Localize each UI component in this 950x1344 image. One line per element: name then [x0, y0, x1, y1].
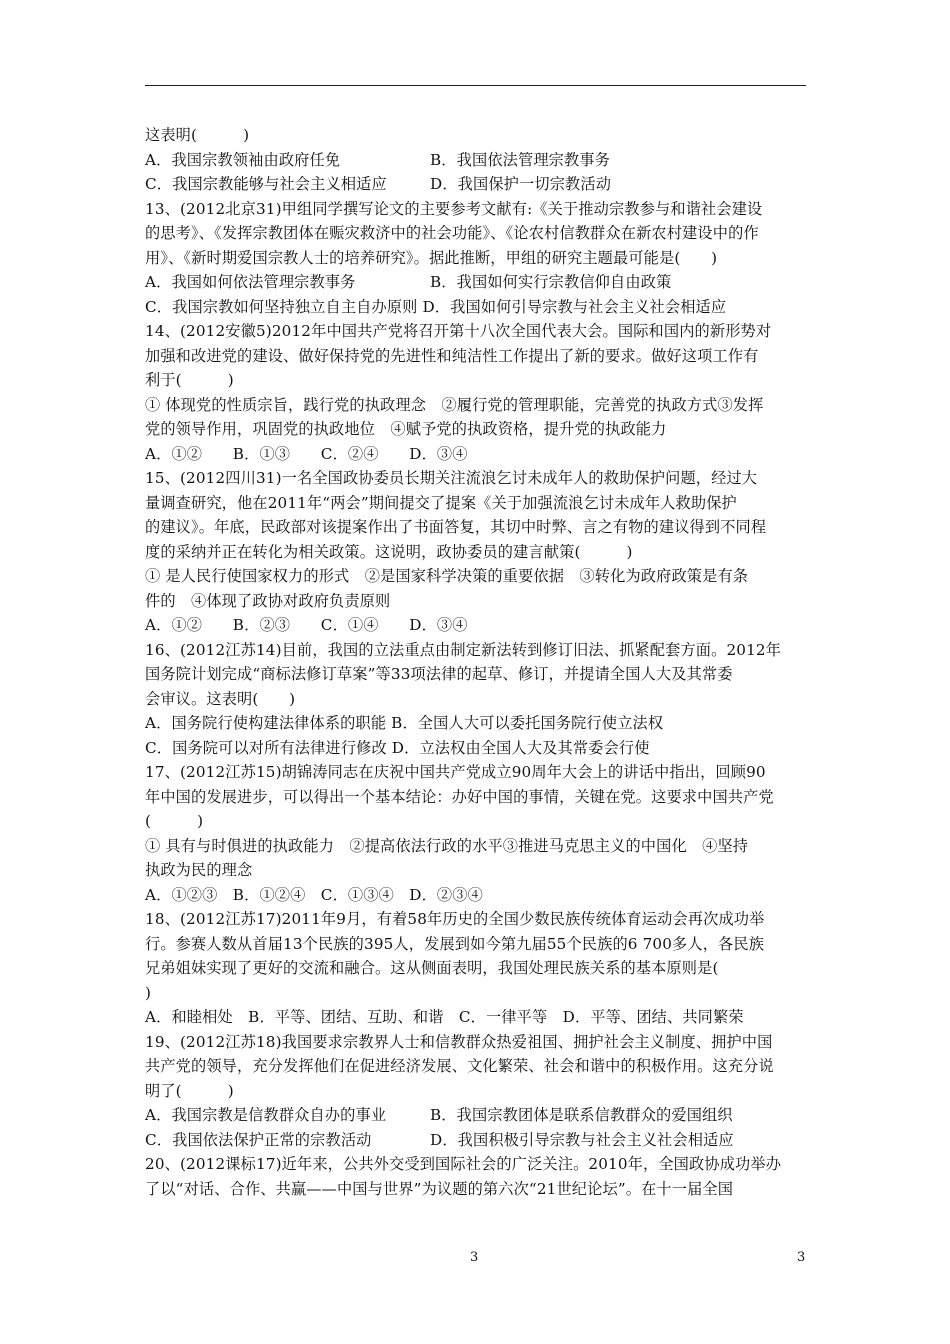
text-line: 行。参赛人数从首届13个民族的395人，发展到如今第九届55个民族的6 700多人，各民族 [145, 934, 765, 953]
text-line: 用》、《新时期爱国宗教人士的培养研究》。据此推断，甲组的研究主题最可能是( ) [145, 248, 718, 267]
text-line: A．和睦相处 B．平等、团结、互助、和谐 C．一律平等 D．平等、团结、共同繁荣 [145, 1008, 744, 1026]
option-row [145, 270, 810, 295]
text-line: 了以“对话、合作、共赢——中国与世界”为议题的第六次“21世纪论坛”。在十一届全国 [145, 1179, 734, 1198]
text-line: 件的 ④体现了政协对政府负责原则 [145, 591, 391, 610]
text-line: 13、(2012北京31)甲组同学撰写论文的主要参考文献有:《关于推动宗教参与和谐社会建设 [145, 199, 763, 218]
option-left: C．我国宗教能够与社会主义相适应 [145, 175, 387, 193]
option-right: D．我国保护一切宗教活动 [430, 175, 612, 193]
text-line: 执政为民的理念 [145, 861, 253, 879]
text-line: 18、(2012江苏17)2011年9月，有着58年历史的全国少数民族传统体育运动会再次成功举 [145, 910, 765, 928]
text-line: 明了( ) [145, 1081, 234, 1100]
text-line: 这表明( ) [145, 126, 250, 144]
text-line: 的建议》。年底，民政部对该提案作出了书面答复，其切中时弊、言之有物的建议得到不同程 [145, 518, 767, 536]
text-line: ① 是人民行使国家权力的形式 ②是国家科学决策的重要依据 ③转化为政府政策是有条 [145, 567, 749, 585]
text-line: 国务院计划完成“商标法修订草案”等33项法律的起草、修订，并提请全国人大及其常委 [145, 665, 733, 683]
option-row [145, 1103, 810, 1128]
page-number-duplicate: 3 [797, 1250, 806, 1265]
text-line: 14、(2012安徽5)2012年中国共产党将召开第十八次全国代表大会。国际和国内的新形势对 [145, 322, 772, 340]
text-line: 的思考》、《发挥宗教团体在赈灾救济中的社会功能》、《论农村信教群众在新农村建设中的作 [145, 224, 759, 242]
page-number: 3 [470, 1250, 479, 1265]
option-right: B．我国依法管理宗教事务 [430, 150, 611, 169]
text-line: A．①② B．①③ C．②④ D．③④ [145, 444, 468, 463]
text-line: 党的领导作用，巩固党的执政地位 ④赋予党的执政资格，提升党的执政能力 [145, 420, 667, 438]
document-body [145, 123, 810, 1201]
text-line: 15、(2012四川31)一名全国政协委员长期关注流浪乞讨未成年人的救助保护问题，经过大 [145, 469, 758, 487]
text-line: 17、(2012江苏15)胡锦涛同志在庆祝中国共产党成立90周年大会上的讲话中指出，回顾90 [145, 763, 766, 781]
option-left: A．我国宗教领袖由政府任免 [145, 150, 341, 169]
text-line: 量调查研究，他在2011年“两会”期间提交了提案《关于加强流浪乞讨未成年人救助保护 [145, 493, 737, 512]
text-line: 年中国的发展进步，可以得出一个基本结论：办好中国的事情，关键在党。这要求中国共产党 [145, 787, 774, 806]
text-line: 共产党的领导，充分发挥他们在促进经济发展、文化繁荣、社会和谐中的积极作用。这充分说 [145, 1057, 774, 1075]
text-line: 利于( ) [145, 371, 234, 389]
text-line: ① 体现党的性质宗旨，践行党的执政理念 ②履行党的管理职能，完善党的执政方式③发挥 [145, 395, 764, 414]
option-left: C．我国依法保护正常的宗教活动 [145, 1130, 372, 1149]
text-line: C．国务院可以对所有法律进行修改 D．立法权由全国人大及其常委会行使 [145, 738, 650, 757]
option-left: A．我国宗教是信教群众自办的事业 [145, 1106, 387, 1124]
option-right: D．我国积极引导宗教与社会主义社会相适应 [430, 1130, 734, 1149]
text-line: 度的采纳并正在转化为相关政策。这说明，政协委员的建言献策( ) [145, 542, 633, 561]
option-right: B．我国如何实行宗教信仰自由政策 [430, 273, 672, 291]
option-row [145, 148, 810, 173]
text-line: C．我国宗教如何坚持独立自主自办原则 D．我国如何引导宗教与社会主义社会相适应 [145, 297, 727, 316]
option-right: B．我国宗教团体是联系信教群众的爱国组织 [430, 1106, 733, 1124]
text-line: 会审议。这表明( ) [145, 689, 296, 708]
text-line: 兄弟姐妹实现了更好的交流和融合。这从侧面表明，我国处理民族关系的基本原则是( [145, 959, 719, 977]
text-line: 加强和改进党的建设、做好保持党的先进性和纯洁性工作提出了新的要求。做好这项工作有 [145, 346, 759, 365]
header-rule [145, 85, 806, 86]
text-line: A．①②③ B．①②④ C．①③④ D．②③④ [145, 885, 483, 904]
text-line: A．①② B．②③ C．①④ D．③④ [145, 616, 468, 634]
option-row [145, 1128, 810, 1153]
text-line: 20、(2012课标17)近年来，公共外交受到国际社会的广泛关注。2010年，全国政协成功举办 [145, 1155, 782, 1173]
text-line: 19、(2012江苏18)我国要求宗教界人士和信教群众热爱祖国、拥护社会主义制度、拥护中国 [145, 1032, 773, 1051]
text-line: ( ) [145, 812, 204, 830]
option-row [145, 172, 810, 197]
text-line: 16、(2012江苏14)目前，我国的立法重点由制定新法转到修订旧法、抓紧配套方面。2012年 [145, 640, 782, 659]
option-left: A．我国如何依法管理宗教事务 [145, 273, 356, 291]
text-line: ① 具有与时俱进的执政能力 ②提高依法行政的水平③推进马克思主义的中国化 ④坚持 [145, 836, 749, 855]
text-line: A．国务院行使构建法律体系的职能 B．全国人大可以委托国务院行使立法权 [145, 714, 664, 732]
text-line: ) [145, 983, 152, 1002]
